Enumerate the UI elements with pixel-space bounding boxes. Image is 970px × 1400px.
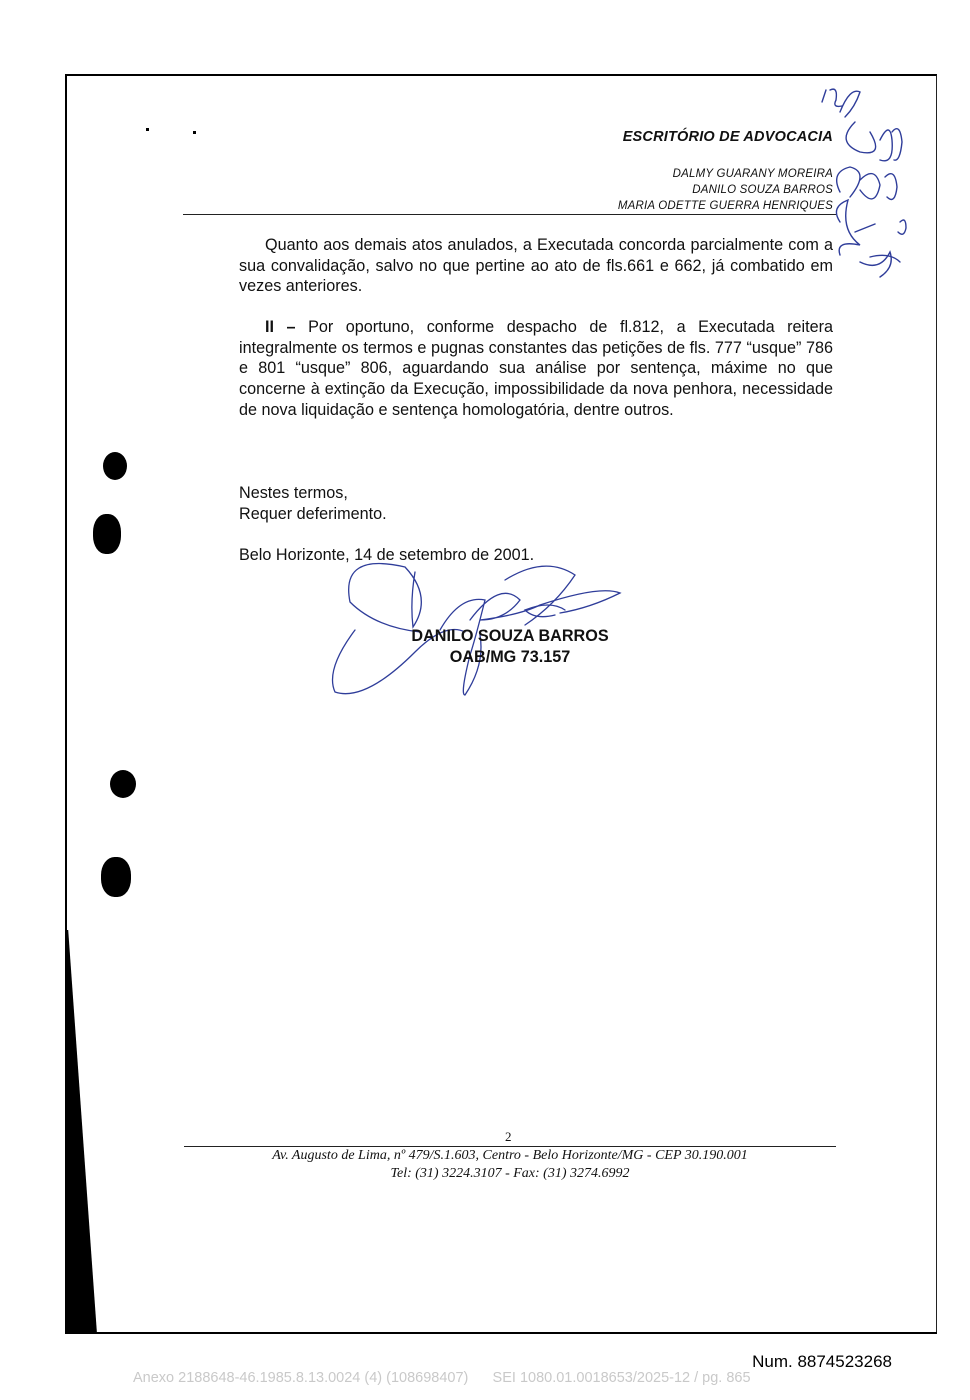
- annex-reference: Anexo 2188648-46.1985.8.13.0024 (4) (108698407) SEI 1080.01.0018653/2025-12 / pg. 865: [133, 1370, 751, 1386]
- signer-name: DANILO SOUZA BARROS: [411, 627, 609, 645]
- paragraph-item-ii: [239, 317, 833, 421]
- lawyer-name-3: MARIA ODETTE GUERRA HENRIQUES: [617, 200, 833, 212]
- footer-address: Av. Augusto de Lima, nº 479/S.1.603, Centro - Belo Horizonte/MG - CEP 30.190.001: [272, 1148, 748, 1163]
- scan-speck-1: [146, 128, 149, 131]
- punch-hole-4: [101, 857, 131, 897]
- document-number-stamp: Num. 8874523268: [752, 1352, 892, 1371]
- footer-phones: Tel: (31) 3224.3107 - Fax: (31) 3274.6992: [390, 1166, 630, 1181]
- punch-hole-2: [93, 514, 121, 554]
- place-and-date: Belo Horizonte, 14 de setembro de 2001.: [239, 546, 535, 564]
- footer-divider: [184, 1146, 836, 1147]
- page-number: 2: [505, 1129, 512, 1144]
- punch-hole-1: [103, 452, 127, 480]
- header-divider: [183, 214, 836, 215]
- paragraph-item-ii-text: Por oportuno, conforme despacho de fl.812, a Executada reitera integralmente os termos e pugnas constantes das petições de fls. 777 “usque” 786 e 801 “usque” 806, aguardando sua análise por sentença, máxime no que concerne à extinção da Execução, impossibilidade da nova penhora, necessidade de nova liquidação e sentença homologatória, dentre outros.: [239, 318, 833, 419]
- firm-name: ESCRITÓRIO DE ADVOCACIA: [622, 129, 833, 145]
- scan-bottom-edge: [65, 1332, 937, 1334]
- item-marker: II –: [265, 318, 296, 336]
- closing-terms: Nestes termos,: [239, 484, 348, 502]
- punch-hole-3: [110, 770, 136, 798]
- scan-speck-2: [193, 131, 196, 134]
- paragraph-convalidation: Quanto aos demais atos anulados, a Executada concorda parcialmente com a sua convalidação, salvo no que pertine ao ato de fls.661 e 662, já combatido em vezes anteriores.: [239, 236, 833, 296]
- lawyer-name-1: DALMY GUARANY MOREIRA: [672, 168, 833, 180]
- closing-request: Requer deferimento.: [239, 505, 387, 523]
- lawyer-name-2: DANILO SOUZA BARROS: [692, 184, 833, 196]
- signer-registration: OAB/MG 73.157: [449, 648, 571, 666]
